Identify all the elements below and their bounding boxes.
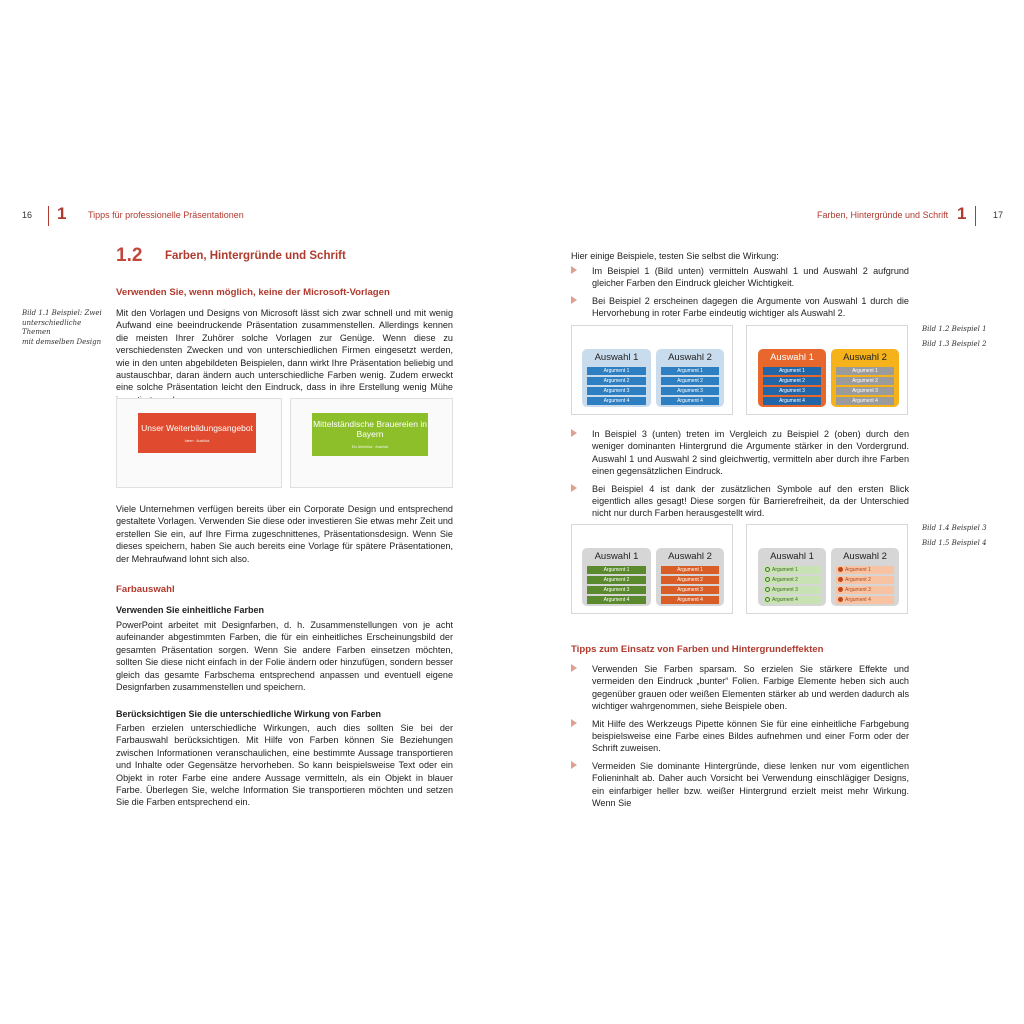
argument-bar: Argument 3 (587, 586, 646, 594)
chapter-divider-right (975, 206, 976, 226)
list-item-text: Bei Beispiel 2 erscheinen dagegen die Argumente von Auswahl 1 durch die Hervorhebung in roter Farbe eindeutig wichtiger als Auswahl 2. (592, 295, 909, 319)
slide-banner-2 (312, 413, 428, 456)
list-item-text: Mit Hilfe des Werkzeugs Pipette können Sie für eine einheitliche Farbgebung beispielsweise eine Farbe eines Bildes aufnehmen und einer Form oder der Schrift zuweisen. (592, 718, 909, 754)
argument-bar: Argument 4 (661, 596, 719, 604)
subhead-vorlagen: Verwenden Sie, wenn möglich, keine der Microsoft-Vorlagen (116, 287, 390, 298)
figure-caption-1-1 (22, 309, 107, 347)
slide-banner-1 (138, 413, 256, 453)
column-title: Auswahl 2 (668, 551, 712, 562)
argument-bar (836, 596, 894, 604)
page-number-right: 17 (993, 210, 1004, 220)
argument-label: Argument 1 (845, 567, 871, 573)
paragraph-wirkung: Farben erzielen unterschiedliche Wirkungen, auch dies sollten Sie bei der Farbauswahl berücksichtigen. Mit Hilfe von Farben können Sie Beziehungen zwischen Informationen veranschaulichen, eine bestimmte Aussage transportieren und Inhalte oder Gegensätze hervorheben. So kann beispielsweise Text oder ein Objekt in roter Farbe eine andere Aussage vermitteln, als ein Objekt in blauer Farbe. Überlegen Sie, welche Information Sie transportieren möchten und setzen Sie die Farben entsprechend ein. (116, 723, 453, 808)
argument-label: Argument 3 (845, 587, 871, 593)
figure-caption-1-4: Bild 1.4 Beispiel 3 (922, 524, 987, 532)
column-title: Auswahl 1 (770, 551, 814, 562)
column-title: Auswahl 2 (843, 551, 887, 562)
example-1-column-2 (656, 349, 724, 407)
running-head-left: Tipps für professionelle Präsentationen (88, 210, 244, 220)
argument-bar: Argument 3 (836, 387, 894, 395)
list-item (571, 760, 909, 810)
caption-line: mit demselben Design (22, 337, 102, 346)
subhead-farbauswahl: Farbauswahl (116, 584, 175, 595)
triangle-bullet-icon (571, 761, 577, 769)
argument-label: Argument 2 (772, 577, 798, 583)
triangle-bullet-icon (571, 719, 577, 727)
argument-bar: Argument 2 (587, 377, 646, 385)
check-circle-icon (765, 587, 770, 592)
subhead-tipps: Tipps zum Einsatz von Farben und Hintergrundeffekten (571, 644, 824, 655)
minus-circle-icon (838, 597, 843, 602)
argument-bar: Argument 4 (836, 397, 894, 405)
argument-bar: Argument 1 (587, 367, 646, 375)
list-item-text: Bei Beispiel 4 ist dank der zusätzlichen Symbole auf den ersten Blick eigentlich alles gesagt! Diese sorgen für Barrierefreiheit, da der Unterschied nicht nur durch Farben herausgestellt wird. (592, 483, 909, 519)
list-item-text: Im Beispiel 1 (Bild unten) vermitteln Auswahl 1 und Auswahl 2 aufgrund gleicher Farben den Eindruck gleicher Wichtigkeit. (592, 266, 909, 289)
section-number: 1.2 (116, 245, 143, 266)
argument-bar (836, 586, 894, 594)
caption-line: Bild 1.1 Beispiel: Zwei (22, 309, 102, 317)
triangle-bullet-icon (571, 266, 577, 274)
triangle-bullet-icon (571, 296, 577, 304)
triangle-bullet-icon (571, 429, 577, 437)
slide-thumbnail-1 (116, 398, 282, 488)
minus-circle-icon (838, 567, 843, 572)
check-circle-icon (765, 577, 770, 582)
slide-thumbnail-2 (290, 398, 453, 488)
slide-subtitle-2: Ein Überblick · Ausblick (351, 445, 389, 449)
section-title: Farben, Hintergründe und Schrift (165, 250, 346, 262)
argument-bar: Argument 4 (587, 596, 646, 604)
column-title: Auswahl 1 (770, 352, 814, 363)
list-item (571, 295, 909, 320)
example-2-column-1 (758, 349, 826, 407)
paragraph-corporate-design: Viele Unternehmen verfügen bereits über ein Corporate Design und entsprechend gestaltete Vorlagen. Verwenden Sie diese oder investieren Sie etwas mehr Zeit und erstellen Sie ein, auf Ihre Firma zugeschnittenes, Präsentationsdesign. Wenn Sie dieses speichern, haben Sie auch bereits eine Vorlage für spätere Präsentationen, der Mehraufwand lohnt sich also. (116, 504, 453, 564)
argument-bar (836, 576, 894, 584)
example-4-figure (746, 524, 908, 614)
chapter-number-left: 1 (57, 204, 67, 223)
example-1-column-1 (582, 349, 651, 407)
check-circle-icon (765, 567, 770, 572)
argument-bar: Argument 1 (661, 367, 719, 375)
argument-bar: Argument 2 (763, 377, 821, 385)
list-item (571, 718, 909, 755)
bullet-list-1 (571, 265, 909, 320)
argument-bar: Argument 3 (661, 586, 719, 594)
argument-bar (836, 566, 894, 574)
intro-text: Hier einige Beispiele, testen Sie selbst die Wirkung: (571, 251, 779, 261)
example-3-column-1 (582, 548, 651, 606)
argument-bar: Argument 1 (587, 566, 646, 574)
check-circle-icon (765, 597, 770, 602)
subhead-wirkung-farben: Berücksichtigen Sie die unterschiedliche Wirkung von Farben (116, 709, 381, 719)
argument-bar: Argument 2 (836, 377, 894, 385)
minus-circle-icon (838, 577, 843, 582)
argument-bar: Argument 3 (661, 387, 719, 395)
example-4-column-1 (758, 548, 826, 606)
slide-subtitle-1: Ideen · Ausblick (184, 439, 210, 443)
argument-bar (763, 586, 821, 594)
caption-line: unterschiedliche Themen (22, 318, 82, 336)
column-title: Auswahl 2 (843, 352, 887, 363)
list-item-text: Verwenden Sie Farben sparsam. So erzielen Sie stärkere Effekte und vermeiden den Eindruck „bunter“ Folien. Farbige Elemente heben sich auch gegenüber grauen oder weißen Elementen stärker ab und werden dadurch als wichtiger wahrgenommen, siehe Beispiele oben. (592, 664, 909, 712)
list-item-text: Vermeiden Sie dominante Hintergründe, diese lenken nur vom eigentlichen Folieninhalt ab. Daher auch Vorsicht bei Verwendung einschlägiger Designs, ein einfarbiger heller bzw. weißer Hintergrund erzielt meist mehr Wirkung. Wenn Sie (592, 760, 909, 809)
figure-caption-1-2: Bild 1.2 Beispiel 1 (922, 325, 987, 333)
argument-bar: Argument 1 (661, 566, 719, 574)
example-3-figure (571, 524, 733, 614)
example-2-figure (746, 325, 908, 415)
argument-label: Argument 4 (772, 597, 798, 603)
argument-bar (763, 576, 821, 584)
argument-label: Argument 2 (845, 577, 871, 583)
slide-title-1: Unser Weiterbildungsangebot (141, 423, 253, 433)
argument-label: Argument 4 (845, 597, 871, 603)
argument-bar: Argument 2 (587, 576, 646, 584)
slide-title-2: Mittelständische Brauereien in Bayern (313, 419, 427, 439)
argument-bar: Argument 2 (661, 576, 719, 584)
running-head-right: Farben, Hintergründe und Schrift (817, 210, 949, 220)
minus-circle-icon (838, 587, 843, 592)
argument-label: Argument 3 (772, 587, 798, 593)
example-4-column-2 (831, 548, 899, 606)
list-item (571, 663, 909, 713)
argument-bar: Argument 2 (661, 377, 719, 385)
argument-bar: Argument 4 (587, 397, 646, 405)
paragraph-designfarben: PowerPoint arbeitet mit Designfarben, d. h. Zusammenstellungen von je acht aufeinander abgestimmten Farben, die für ein einheitliches Erscheinungsbild der gesamten Präsentation sorgen. Wenn Sie andere Farben einsetzen möchten, sollten Sie diese nicht einfach in der Folie ändern oder hinzufügen, sondern besser gleich das gesamte Farbschema entsprechend anpassen und eventuell eigene Designfarben zusammenstellen und speichern. (116, 620, 453, 693)
example-1-figure (571, 325, 733, 415)
argument-bar: Argument 3 (763, 387, 821, 395)
bullet-list-2 (571, 428, 909, 520)
list-item (571, 483, 909, 520)
argument-bar: Argument 3 (587, 387, 646, 395)
argument-bar: Argument 1 (763, 367, 821, 375)
list-item (571, 265, 909, 290)
list-item-text: In Beispiel 3 (unten) treten im Vergleich zu Beispiel 2 (oben) durch den weniger dominanten Hintergrund die Argumente stärker in den Vordergrund. Auswahl 1 und Auswahl 2 sind gleichwertig, vermitteln aber durch ihre Farben einen gegensätzlichen Eindruck. (592, 429, 909, 477)
column-title: Auswahl 1 (594, 551, 639, 562)
argument-bar (763, 596, 821, 604)
argument-bar: Argument 4 (763, 397, 821, 405)
chapter-divider-left (48, 206, 49, 226)
figure-caption-1-3: Bild 1.3 Beispiel 2 (922, 340, 987, 348)
argument-bar (763, 566, 821, 574)
column-title: Auswahl 2 (668, 352, 712, 363)
subhead-einheitliche-farben: Verwenden Sie einheitliche Farben (116, 605, 265, 615)
column-title: Auswahl 1 (594, 352, 639, 363)
triangle-bullet-icon (571, 484, 577, 492)
list-item (571, 428, 909, 478)
example-2-column-2 (831, 349, 899, 407)
argument-label: Argument 1 (772, 567, 798, 573)
page-number-left: 16 (22, 210, 33, 220)
example-3-column-2 (656, 548, 724, 606)
chapter-number-right: 1 (957, 204, 967, 223)
triangle-bullet-icon (571, 664, 577, 672)
bullet-list-3 (571, 663, 909, 809)
paragraph-vorlagen: Mit den Vorlagen und Designs von Microsoft lässt sich zwar schnell und mit wenig Aufwand eine beeindruckende Präsentation zusammenstellen. Allerdings kennen die meisten Ihrer Zuhörer solche Vorlagen zur Genüge. Wenn diese zu verschiedensten Zwecken und von unterschiedlichen Firmen eingesetzt werden, wie in den unten abgebildeten Beispielen, dann wirkt Ihre Präsentation beliebig und austauschbar, daran ändern auch unterschiedliche Farben wenig. Zudem erweckt eine solche Präsentation leicht den Eindruck, dass in ihre Erstellung wenig Mühe (116, 308, 453, 393)
figure-caption-1-5: Bild 1.5 Beispiel 4 (922, 539, 987, 547)
argument-bar: Argument 1 (836, 367, 894, 375)
argument-bar: Argument 4 (661, 397, 719, 405)
